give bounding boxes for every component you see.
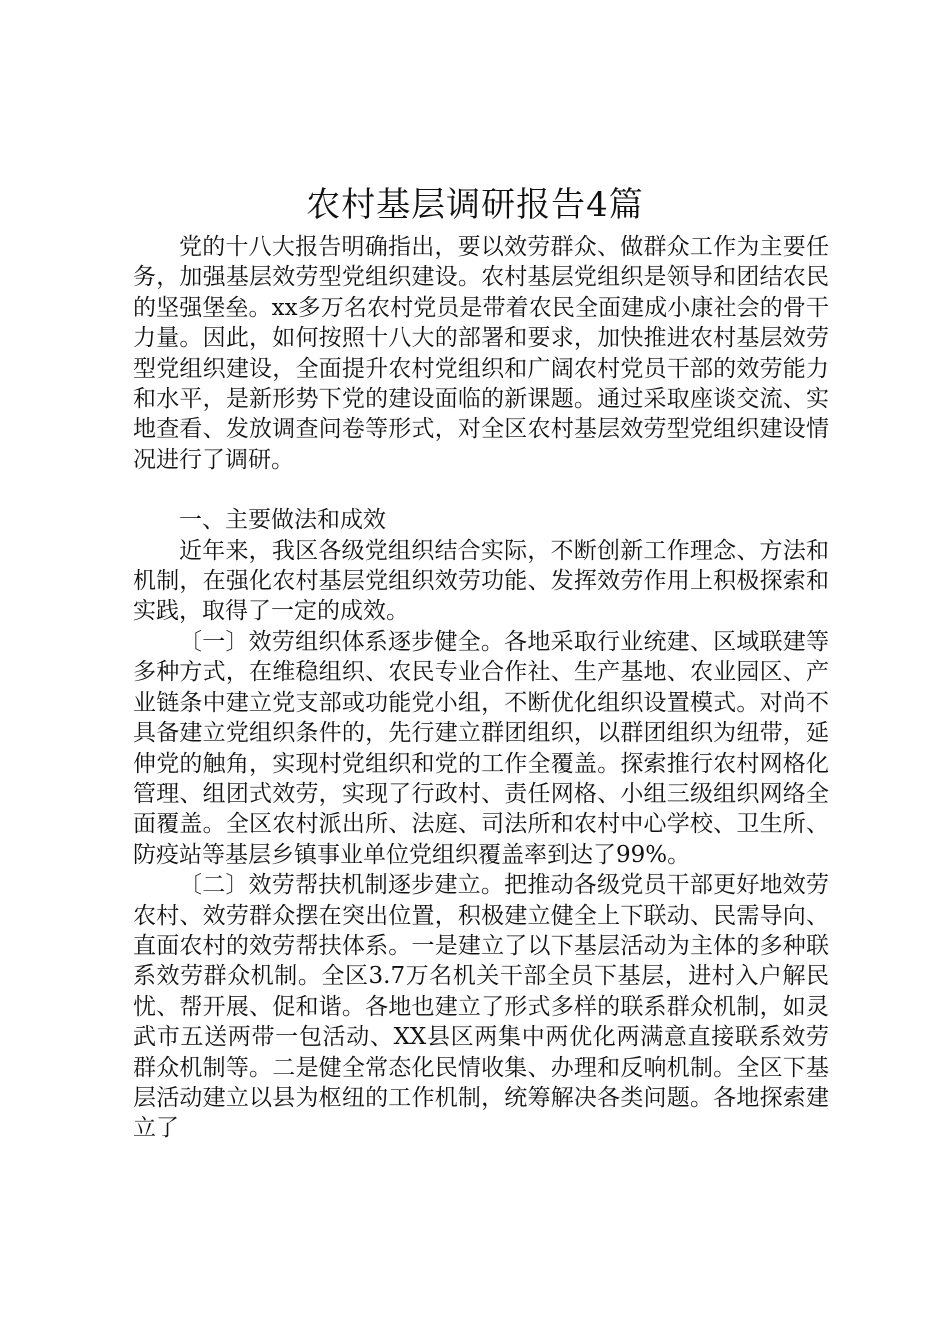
intro-paragraph: 党的十八大报告明确指出，要以效劳群众、做群众工作为主要任务，加强基层效劳型党组织建设。农村基层党组织是领导和团结农民的坚强堡垒。xx多万名农村党员是带着农民全面建成小康社会的骨干力量。因此，如何按照十八大的部署和要求，加快推进农村基层效劳型党组织建设，全面提升农村党组织和广阔农村党员干部的效劳能力和水平，是新形势下党的建设面临的新课题。通过采取座谈交流、实地查看、发放调查问卷等形式，对全区农村基层效劳型党组织建设情况进行了调研。 xyxy=(133,234,829,473)
document-body xyxy=(133,232,829,1144)
item-one-paragraph: 〔一〕效劳组织体系逐步健全。各地采取行业统建、区域联建等多种方式，在维稳组织、农民专业合作社、生产基地、农业园区、产业链条中建立党支部或功能党小组，不断优化组织设置模式。对尚不具备建立党组织条件的，先行建立群团组织，以群团组织为纽带，延伸党的触角，实现村党组织和党的工作全覆盖。探索推行农村网格化管理、组团式效劳，实现了行政村、责任网格、小组三级组织网络全面覆盖。全区农村派出所、法庭、司法所和农村中心学校、卫生所、防疫站等基层乡镇事业单位党组织覆盖率到达了99%。 xyxy=(133,628,829,868)
document-title: 农村基层调研报告4篇 xyxy=(306,185,644,225)
section-intro-paragraph: 近年来，我区各级党组织结合实际，不断创新工作理念、方法和机制，在强化农村基层党组织效劳功能、发挥效劳作用上积极探索和实践，取得了一定的成效。 xyxy=(133,537,829,625)
paragraph-spacer xyxy=(133,475,829,505)
item-two-paragraph: 〔二〕效劳帮扶机制逐步建立。把推动各级党员干部更好地效劳农村、效劳群众摆在突出位置，积极建立健全上下联动、民需导向、直面农村的效劳帮扶体系。一是建立了以下基层活动为主体的多种联系效劳群众机制。全区3.7万名机关干部全员下基层，进村入户解民忧、帮开展、促和谐。各地也建立了形式多样的联系群众机制，如灵武市五送两带一包活动、XX县区两集中两优化两满意直接联系效劳群众机制等。二是健全常态化民情收集、办理和反响机制。全区下基层活动建立以县为枢纽的工作机制，统筹解决各类问题。各地探索建立了 xyxy=(133,872,829,1142)
section-heading: 一、主要做法和成效 xyxy=(179,507,386,534)
